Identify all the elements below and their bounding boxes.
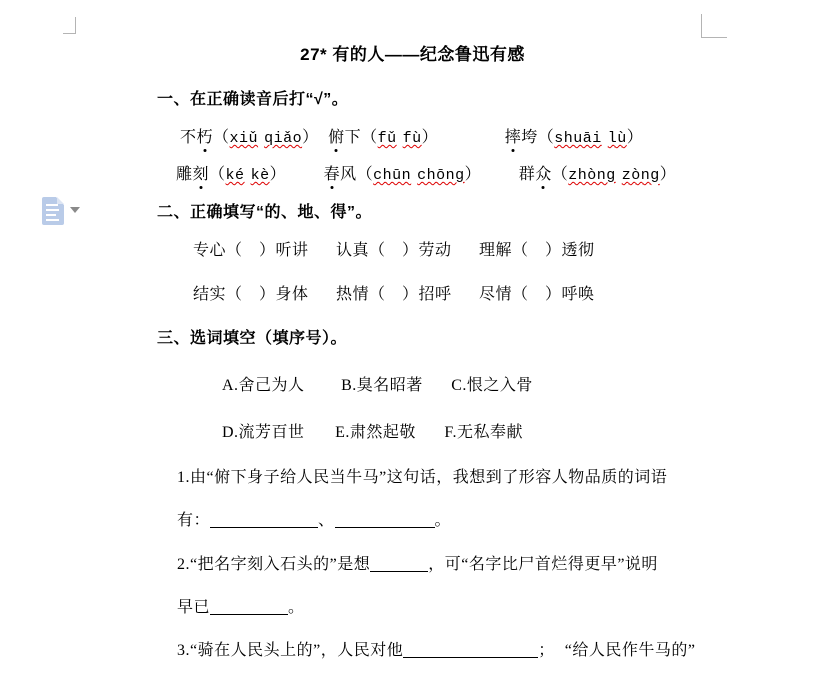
pinyin-text: lù xyxy=(607,130,627,147)
section-1-heading: 一、在正确读音后打“√”。 xyxy=(157,91,349,108)
fill-phrase: 理解（ ）透彻 xyxy=(479,242,595,259)
answer-blank[interactable] xyxy=(335,511,435,528)
fill-phrase: 结实（ ）身体 xyxy=(193,286,309,303)
pinyin-text: xiǔ xyxy=(229,130,259,147)
page-title: 27* 有的人——纪念鲁迅有感 xyxy=(300,45,525,64)
pinyin-text: zòng xyxy=(621,167,660,184)
answer-blank[interactable] xyxy=(370,555,428,572)
answer-blank[interactable] xyxy=(210,598,288,615)
option-e: E.肃然起敬 xyxy=(335,424,416,441)
pinyin-text: chōng xyxy=(417,167,465,184)
question-2-line-2: 早已 。 xyxy=(177,599,305,616)
pinyin-text: shuāi xyxy=(554,130,602,147)
word-qunzhong: 群众（zhòng zòng） xyxy=(518,166,677,184)
pinyin-text: kè xyxy=(250,167,270,184)
pinyin-row-1 xyxy=(180,127,643,150)
word-diaoke: 雕刻（ké kè） xyxy=(176,166,287,184)
option-d: D.流芳百世 xyxy=(222,424,305,441)
option-c: C.恨之入骨 xyxy=(451,377,533,394)
clipboard-icon xyxy=(42,197,64,225)
dropdown-arrow-icon xyxy=(70,207,80,213)
de-row-2 xyxy=(193,284,595,306)
pinyin-text: chūn xyxy=(373,167,412,184)
section-2-heading: 二、正确填写“的、地、得”。 xyxy=(157,204,373,221)
fill-phrase: 专心（ ）听讲 xyxy=(193,242,309,259)
fill-phrase: 认真（ ）劳动 xyxy=(336,242,452,259)
section-3-heading: 三、选词填空（填序号）。 xyxy=(157,330,348,347)
option-b: B.臭名昭著 xyxy=(341,377,423,394)
pinyin-text: zhòng xyxy=(568,167,616,184)
paste-options-button[interactable] xyxy=(40,195,84,229)
pinyin-text: fù xyxy=(402,130,422,147)
pinyin-text: ké xyxy=(225,167,245,184)
pinyin-row-2 xyxy=(176,164,676,187)
pinyin-text: fǔ xyxy=(377,130,397,147)
answer-blank[interactable] xyxy=(403,641,538,658)
question-2-line-1: 2.“把名字刻入石头的”是想 ，可“名字比尸首烂得更早”说明 xyxy=(177,556,658,573)
fill-phrase: 尽情（ ）呼唤 xyxy=(479,286,595,303)
word-buxiu: 不朽（xiǔ qiǎo） xyxy=(180,129,319,147)
options-row-1 xyxy=(222,375,533,397)
pinyin-text: qiǎo xyxy=(264,130,303,147)
option-f: F.无私奉献 xyxy=(444,424,523,441)
question-1-line-1: 1.由“俯下身子给人民当牛马”这句话，我想到了形容人物品质的词语 xyxy=(177,469,668,486)
answer-blank[interactable] xyxy=(210,511,318,528)
question-3-line-1: 3.“骑在人民头上的”，人民对他 ； “给人民作牛马的” xyxy=(177,642,696,659)
options-row-2 xyxy=(222,422,523,444)
question-1-line-2: 有： 、 。 xyxy=(177,512,452,529)
word-fuxia: 俯下（fǔ fù） xyxy=(328,129,439,147)
word-chunfeng: 春风（chūn chōng） xyxy=(323,166,482,184)
de-row-1 xyxy=(193,240,595,262)
fill-phrase: 热情（ ）招呼 xyxy=(336,286,452,303)
word-shuaikua: 摔垮（shuāi lù） xyxy=(504,129,644,147)
option-a: A.舍己为人 xyxy=(222,377,305,394)
